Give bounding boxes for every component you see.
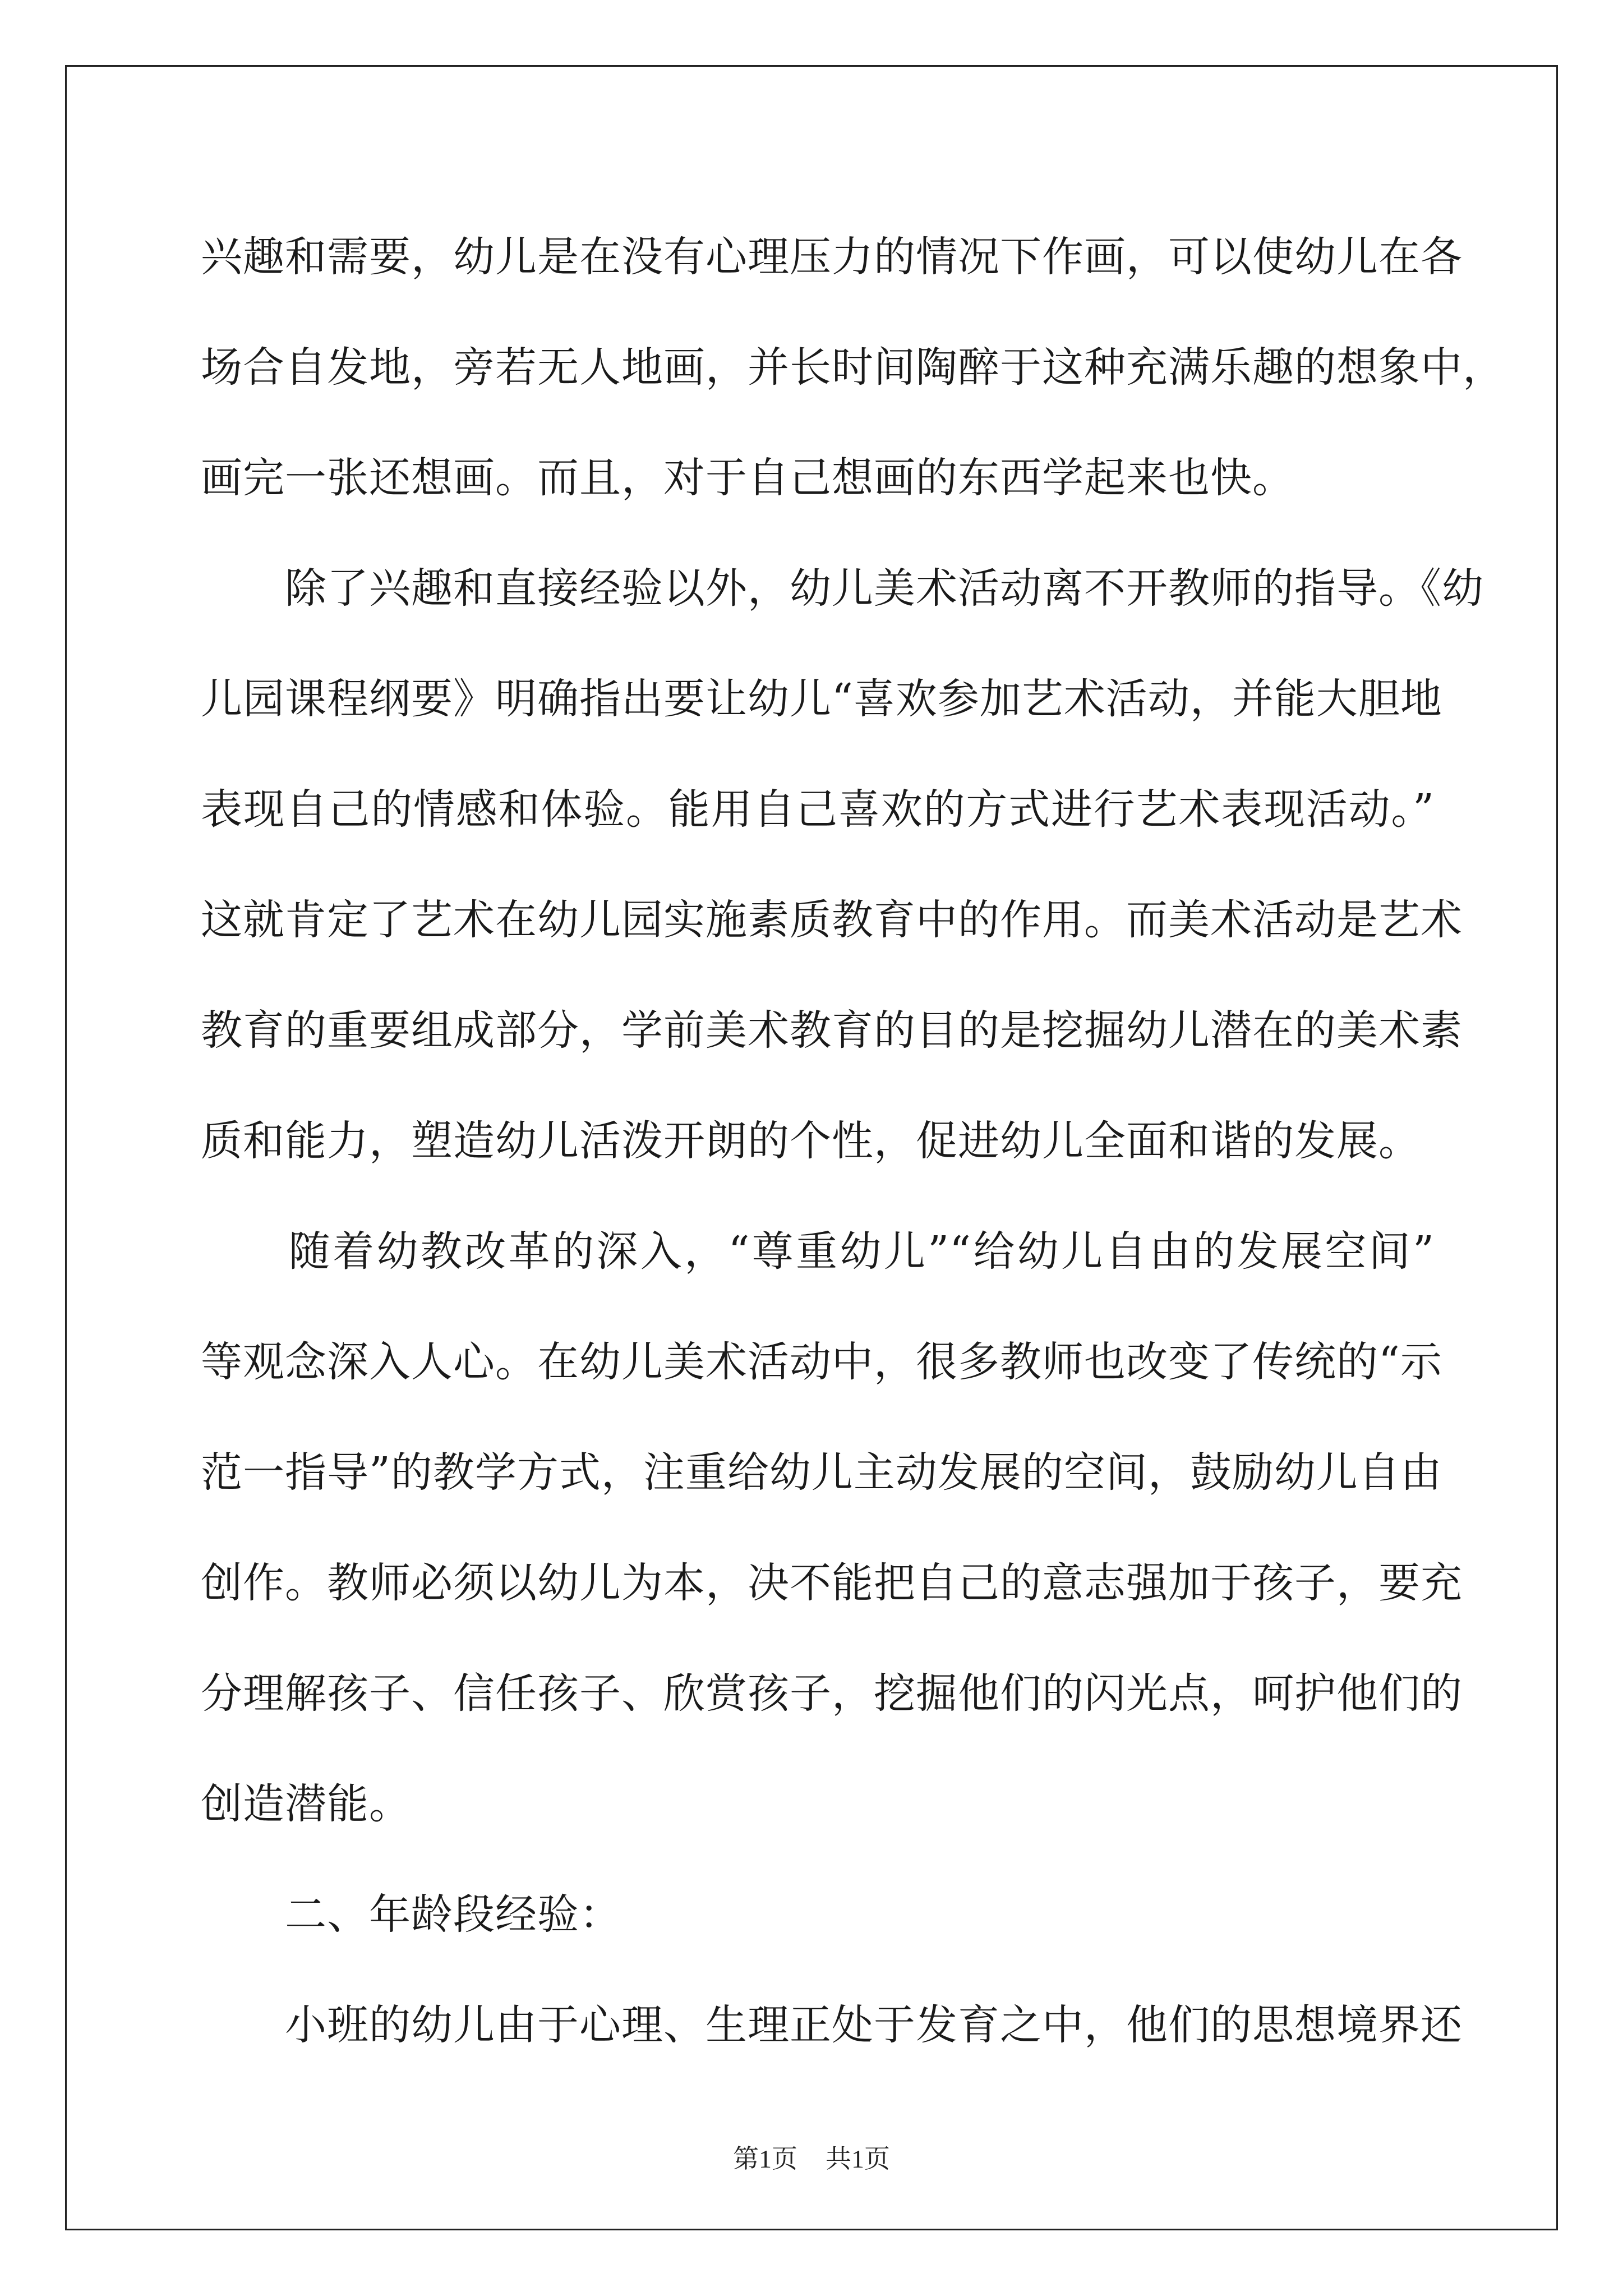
text-line-6: 表现自己的情感和体验。能用自己喜欢的方式进行艺术表现活动。” [201, 785, 1435, 834]
text-line-8: 教育的重要组成部分，学前美术教育的目的是挖掘幼儿潜在的美术素 [201, 1006, 1463, 1055]
text-line-2: 场合自发地，旁若无人地画，并长时间陶醉于这种充满乐趣的想象中， [201, 343, 1505, 392]
text-line-9: 质和能力，塑造幼儿活泼开朗的个性，促进幼儿全面和谐的发展。 [201, 1117, 1421, 1165]
text-line-1: 兴趣和需要，幼儿是在没有心理压力的情况下作画，可以使幼儿在各 [201, 233, 1463, 281]
text-line-12: 范一指导”的教学方式，注重给幼儿主动发展的空间，鼓励幼儿自由 [201, 1448, 1442, 1497]
page-footer [0, 2138, 1623, 2175]
text-line-17: 小班的幼儿由于心理、生理正处于发育之中，他们的思想境界还 [201, 2001, 1463, 2049]
text-line-5: 儿园课程纲要》明确指出要让幼儿“喜欢参加艺术活动，并能大胆地 [201, 675, 1442, 723]
page-total: 共1页 [826, 2145, 890, 2173]
text-line-11: 等观念深入人心。在幼儿美术活动中，很多教师也改变了传统的“示 [201, 1338, 1442, 1386]
text-line-15: 创造潜能。 [201, 1780, 411, 1828]
text-line-7: 这就肯定了艺术在幼儿园实施素质教育中的作用。而美术活动是艺术 [201, 896, 1463, 944]
text-line-3: 画完一张还想画。而且，对于自己想画的东西学起来也快。 [201, 454, 1294, 502]
text-line-10: 随着幼教改革的深入，“尊重幼儿”“给幼儿自由的发展空间” [201, 1227, 1435, 1276]
text-line-14: 分理解孩子、信任孩子、欣赏孩子，挖掘他们的闪光点，呵护他们的 [201, 1669, 1463, 1718]
text-line-13: 创作。教师必须以幼儿为本，决不能把自己的意志强加于孩子，要充 [201, 1559, 1463, 1607]
page-number: 第1页 [733, 2145, 797, 2173]
text-line-4: 除了兴趣和直接经验以外，幼儿美术活动离不开教师的指导。《幼 [201, 564, 1484, 613]
section-heading: 二、年龄段经验： [201, 1890, 621, 1939]
